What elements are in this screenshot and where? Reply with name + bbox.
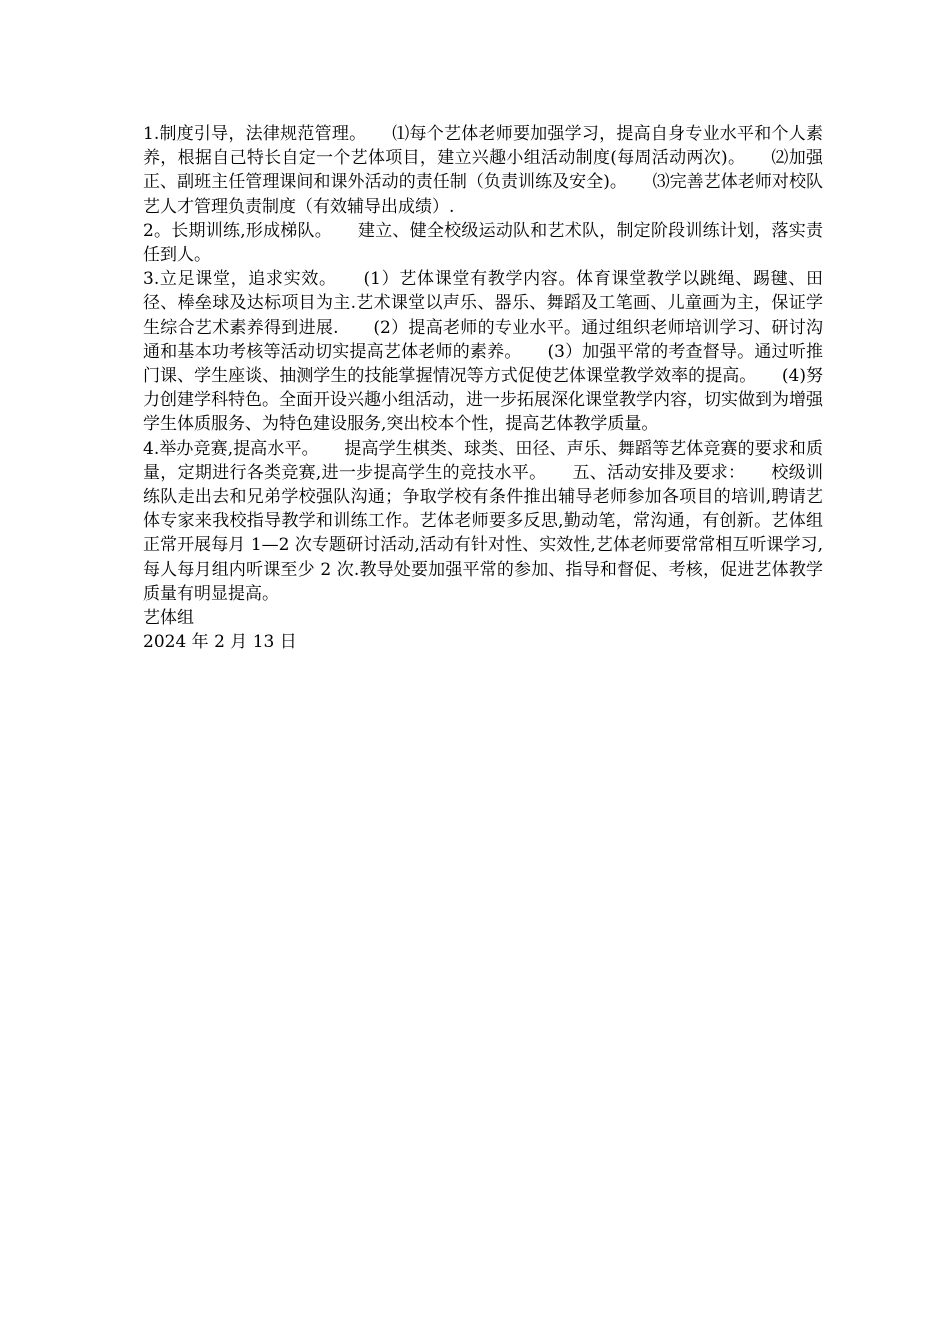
document-body <box>143 122 823 654</box>
document-date: 2024 年 2 月 13 日 <box>143 632 297 653</box>
paragraph-1: 1.制度引导，法律规范管理。 ⑴每个艺体老师要加强学习，提高自身专业水平和个人素养，根据自己特长自定一个艺体项目，建立兴趣小组活动制度(每周活动两次)。 ⑵加强正、副班主任管理课间和课外活动的责任制（负责训练及安全)。 ⑶完善艺体老师对校队艺人才管理负责制度（有效辅导出成绩）. <box>143 124 823 217</box>
signature: 艺体组 <box>143 608 194 629</box>
paragraph-3: 3.立足课堂，追求实效。 (1）艺体课堂有教学内容。体育课堂教学以跳绳、踢毽、田径、棒垒球及达标项目为主.艺术课堂以声乐、器乐、舞蹈及工笔画、儿童画为主，保证学生综合艺术素养得到进展. (2）提高老师的专业水平。通过组织老师培训学习、研讨沟通和基本功考核等活动切实提高艺体老师的素养。 (3）加强平常的考查督导。通过听推门课、学生座谈、抽测学生的技能掌握情况等方式促使艺体课堂教学效率的提高。 (4)努力创建学科特色。全面开设兴趣小组活动，进一步拓展深化课堂教学内容，切实做到为增强学生体质服务、为特色建设服务,突出校本个性，提高艺体教学质量。 <box>143 269 823 435</box>
paragraph-4: 4.举办竞赛,提高水平。 提高学生棋类、球类、田径、声乐、舞蹈等艺体竞赛的要求和质量，定期进行各类竞赛,进一步提高学生的竞技水平。 五、活动安排及要求： 校级训练队走出去和兄弟学校强队沟通；争取学校有条件推出辅导老师参加各项目的培训,聘请艺体专家来我校指导教学和训练工作。艺体老师要多反思,勤动笔，常沟通，有创新。艺体组正常开展每月 1—2 次专题研讨活动,活动有针对性、实效性,艺体老师要常常相互听课学习,每人每月组内听课至少 2 次.教导处要加强平常的参加、指导和督促、考核，促进艺体教学质量有明显提高。 <box>143 438 823 604</box>
paragraph-2: 2。长期训练,形成梯队。 建立、健全校级运动队和艺术队，制定阶段训练计划，落实责任到人。 <box>143 220 823 266</box>
